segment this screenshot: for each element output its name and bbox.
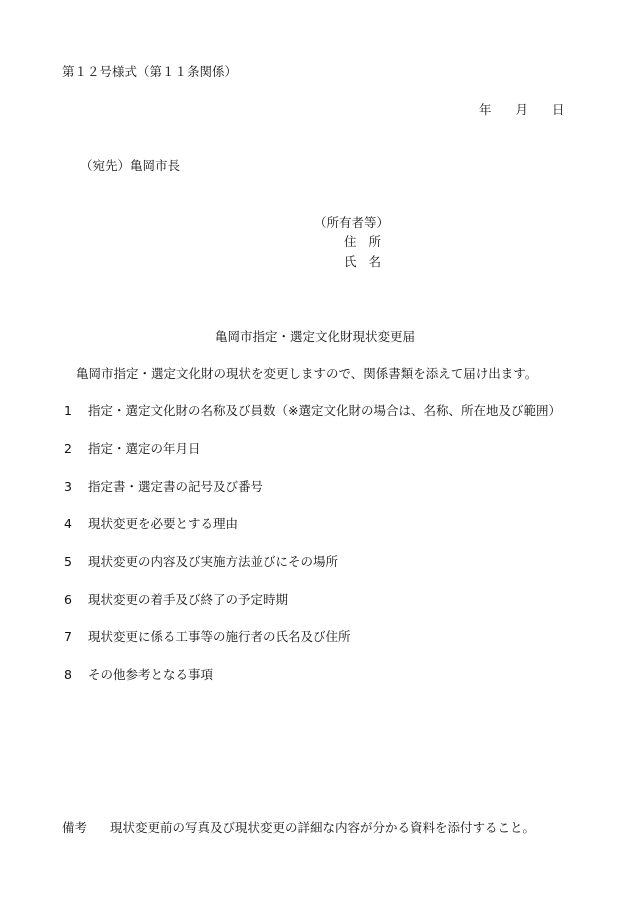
address-label-char-1: 住	[344, 234, 357, 249]
list-item	[64, 631, 351, 644]
list-item	[64, 669, 213, 682]
date-year: 年	[479, 102, 492, 117]
date-day: 日	[552, 102, 565, 117]
list-item	[64, 443, 201, 456]
name-label-char-1: 氏	[344, 254, 357, 269]
date-line	[479, 104, 565, 117]
item-number: 3	[64, 479, 72, 494]
item-number: 8	[64, 667, 72, 682]
document-title: 亀岡市指定・選定文化財現状変更届	[214, 329, 415, 344]
item-number: 5	[64, 554, 72, 569]
remarks	[62, 822, 535, 835]
item-text: 現状変更の内容及び実施方法並びにその場所	[88, 554, 339, 569]
list-item	[64, 405, 561, 418]
item-number: 6	[64, 592, 72, 607]
item-text: 現状変更に係る工事等の施行者の氏名及び住所	[88, 629, 351, 644]
item-text: その他参考となる事項	[88, 667, 214, 682]
address-label	[344, 236, 381, 249]
item-number: 2	[64, 441, 72, 456]
item-number: 1	[64, 403, 72, 418]
list-item	[64, 481, 263, 494]
list-item	[64, 556, 338, 569]
address-label-char-2: 所	[368, 234, 382, 249]
list-item	[64, 518, 238, 531]
item-number: 7	[64, 629, 72, 644]
name-label	[344, 256, 381, 269]
item-text: 指定・選定文化財の名称及び員数（※選定文化財の場合は、名称、所在地及び範囲）	[88, 403, 561, 418]
name-label-char-2: 名	[368, 254, 382, 269]
item-text: 現状変更を必要とする理由	[88, 516, 239, 531]
item-number: 4	[64, 516, 72, 531]
date-month: 月	[515, 102, 529, 117]
intro-text: 亀岡市指定・選定文化財の現状を変更しますので、関係書類を添えて届け出ます。	[76, 366, 538, 381]
addressee: （宛先）亀岡市長	[80, 158, 181, 173]
remarks-text: 現状変更前の写真及び現状変更の詳細な内容が分かる資料を添付すること。	[110, 820, 536, 835]
form-number: 第１２号様式（第１１条関係）	[62, 64, 238, 79]
item-text: 指定書・選定書の記号及び番号	[88, 479, 264, 494]
owner-label: （所有者等）	[314, 215, 390, 230]
item-text: 指定・選定の年月日	[88, 441, 201, 456]
item-text: 現状変更の着手及び終了の予定時期	[88, 592, 289, 607]
remarks-label: 備考	[62, 820, 88, 835]
list-item	[64, 594, 288, 607]
